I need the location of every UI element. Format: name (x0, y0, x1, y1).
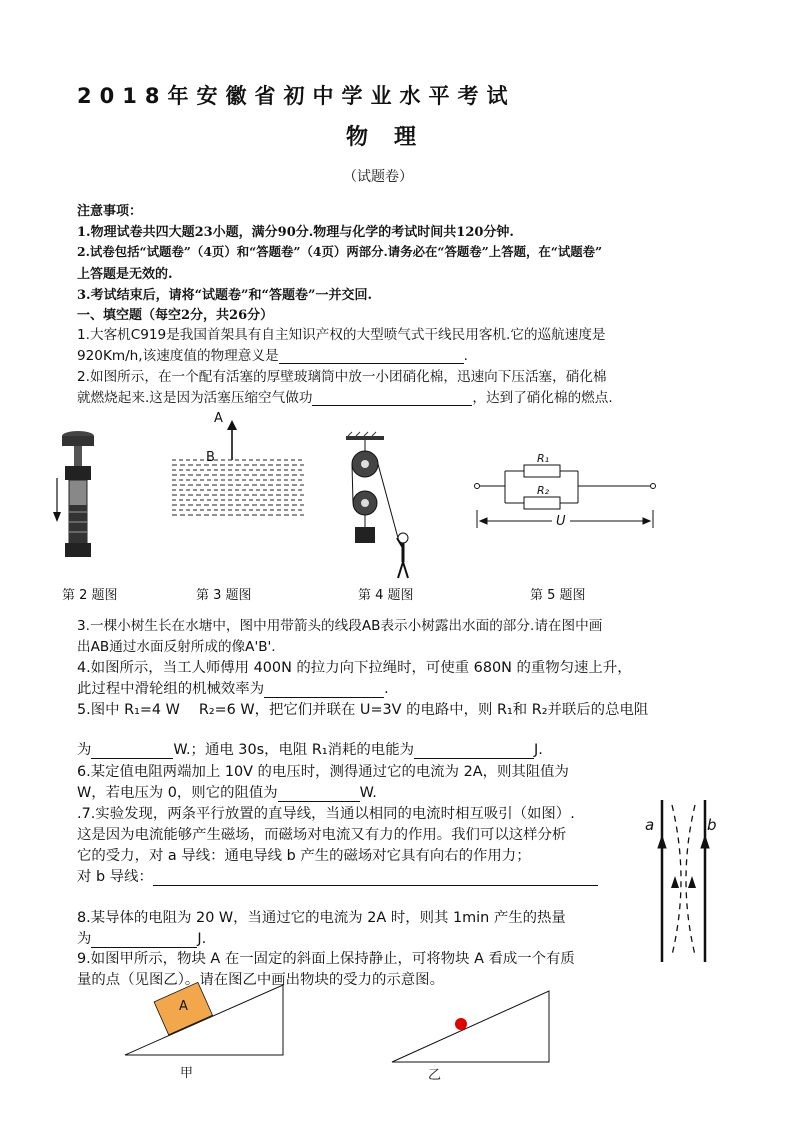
fig3-label-b: B (206, 450, 215, 465)
answer-blank-7[interactable] (153, 871, 598, 886)
question-3-line1: 3.一棵小树生长在水塘中，图中用带箭头的线段AB表示小树露出水面的部分.请在图中画 (77, 618, 603, 634)
note-2a: 2.试卷包括“试题卷”（4页）和“答题卷”（4页）两部分.请务必在“答题卷”上答题，在“试题卷” (77, 244, 603, 259)
question-6-text-a: W，若电压为 0，则它的阻值为 (77, 785, 278, 801)
question-4-text: 此过程中滑轮组的机械效率为 (77, 681, 265, 697)
notes-heading: 注意事项： (77, 204, 143, 219)
question-7-line4 (77, 865, 598, 886)
subject-title: 物理 (346, 124, 443, 150)
fig9-incline-yi (392, 991, 549, 1062)
fig9-label-yi: 乙 (428, 1068, 442, 1083)
question-4-line1: 4.如图所示，当工人师傅用 400N 的拉力向下拉绳时，可使重 680N 的重物匀速上升， (77, 660, 632, 676)
question-7-text: 对 b 导线： (77, 869, 153, 885)
question-5-text-c: J. (533, 742, 543, 758)
question-4-end: . (384, 681, 389, 697)
answer-blank-8[interactable] (91, 933, 197, 948)
question-4-line2 (77, 677, 389, 698)
answer-blank-5b[interactable] (414, 744, 534, 759)
question-5-text-a: 为 (77, 742, 92, 758)
fig7-label-b: b (707, 816, 717, 834)
note-3: 3.考试结束后，请将“试题卷”和“答题卷”一并交回. (77, 288, 373, 303)
note-1: 1.物理试卷共四大题23小题，满分90分.物理与化学的考试时间共120分钟. (77, 225, 514, 240)
fig4-caption: 第 4 题图 (358, 588, 414, 603)
answer-blank-4[interactable] (264, 683, 384, 698)
question-1-line1: 1.大客机C919是我国首架具有自主知识产权的大型喷气式干线民用客机.它的巡航速度是 (77, 327, 606, 343)
fig9-label-jia: 甲 (180, 1066, 194, 1081)
fig3-water-lines (172, 460, 304, 515)
question-1-text: 920Km/h,该速度值的物理意义是 (77, 348, 279, 364)
fig7-label-a: a (645, 816, 655, 834)
note-2b: 上答题是无效的. (77, 267, 173, 282)
question-7-line1: .7.实验发现，两条平行放置的直导线，当通以相同的电流时相互吸引（如图）. (77, 806, 575, 822)
question-6-text-b: W. (359, 785, 377, 801)
question-1-end: . (463, 348, 468, 364)
fig3-caption: 第 3 题图 (196, 588, 252, 603)
section-heading: 一、填空题（每空2分，共26分） (77, 308, 274, 323)
fig7-parallel-wires (658, 800, 709, 962)
question-9-line1: 9.如图甲所示，物块 A 在一固定的斜面上保持静止，可将物块 A 看成一个有质 (77, 951, 575, 967)
question-8-line2 (77, 927, 206, 948)
paper-subtitle: （试题卷） (343, 169, 413, 185)
question-2-text: 就燃烧起来.这是因为活塞压缩空气做功 (77, 390, 313, 406)
question-8-text-a: 为 (77, 931, 92, 947)
question-6-line1: 6.某定值电阻两端加上 10V 的电压时，测得通过它的电流为 2A，则其阻值为 (77, 764, 569, 780)
question-2-line1: 2.如图所示，在一个配有活塞的厚壁玻璃筒中放一小团硝化棉，迅速向下压活塞，硝化棉 (77, 369, 607, 385)
answer-blank-6[interactable] (278, 787, 360, 802)
question-3-line2: 出AB通过水面反射所成的像A'B'. (77, 639, 276, 655)
fig9-incline-jia (125, 982, 283, 1055)
answer-blank-5a[interactable] (91, 744, 173, 759)
question-5-line2 (77, 738, 543, 759)
fig5-label-r1: R₁ (537, 452, 550, 465)
question-5-text-b: W.；通电 30s，电阻 R₁消耗的电能为 (173, 742, 414, 758)
fig2-piston-tube (53, 431, 94, 557)
question-8-text-b: J. (197, 931, 207, 947)
question-2-end: ，达到了硝化棉的燃点. (472, 390, 613, 406)
fig9-label-a: A (179, 999, 188, 1014)
question-7-line3: 它的受力，对 a 导线：通电导线 b 产生的磁场对它具有向右的作用力； (77, 848, 531, 864)
question-9-line2: 量的点（见图乙）。请在图乙中画出物块的受力的示意图。 (77, 972, 444, 988)
question-5-line1: 5.图中 R₁=4 W R₂=6 W，把它们并联在 U=3V 的电路中，则 R₁和 R₂并联后的总电阻 (77, 702, 649, 718)
fig3-label-a: A (214, 411, 223, 426)
question-6-line2 (77, 781, 377, 802)
fig3-water-arrow (227, 420, 237, 460)
fig4-pulley-system (346, 432, 408, 578)
question-8-line1: 8.某导体的电阻为 20 W，当通过它的电流为 2A 时，则其 1min 产生的热量 (77, 910, 566, 926)
question-7-line2: 这是因为电流能够产生磁场，而磁场对电流又有力的作用。我们可以这样分析 (77, 827, 567, 843)
fig5-label-u: U (556, 514, 566, 529)
fig2-caption: 第 2 题图 (62, 588, 118, 603)
exam-title: 2018年安徽省初中学业水平考试 (77, 84, 516, 108)
fig5-label-r2: R₂ (537, 484, 550, 497)
fig5-caption: 第 5 题图 (530, 588, 586, 603)
